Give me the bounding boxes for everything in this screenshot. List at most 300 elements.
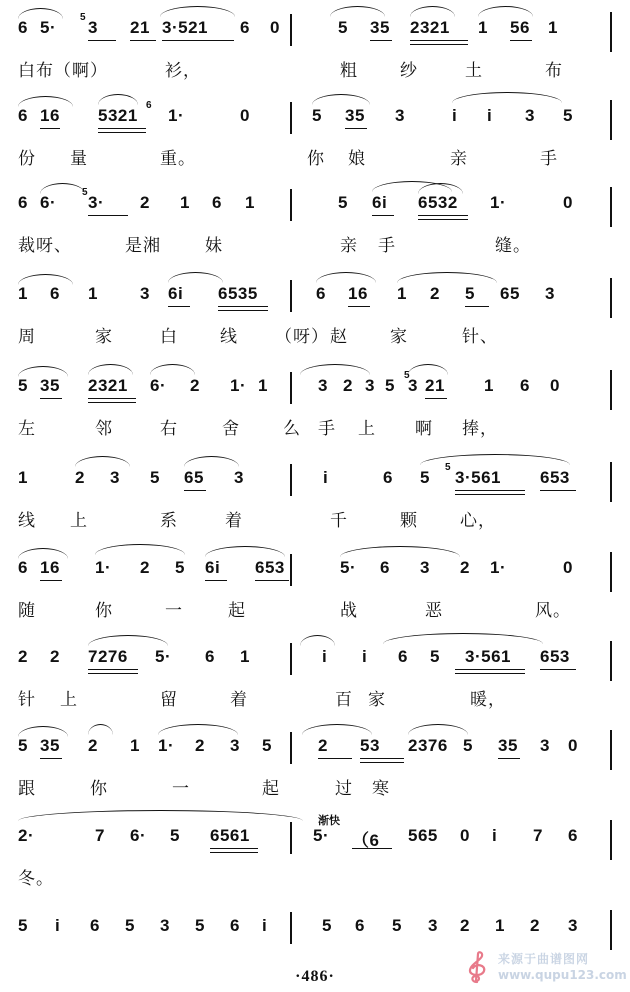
bar-line [290,912,292,944]
line-end-bar [610,12,612,52]
beam-underline [352,848,392,849]
jianpu-note: 6 [383,468,393,487]
bar-line [290,372,292,404]
score-line [0,12,630,92]
slur-mark [18,726,68,737]
jianpu-note: i [323,468,329,487]
score-line [0,552,630,632]
lyric-line [0,231,630,259]
jianpu-note: 1 [548,18,558,37]
jianpu-note: 2 [430,284,440,303]
jianpu-note: 6i [372,193,388,212]
jianpu-note: 6 [316,284,326,303]
lyric-word: 衫， [165,61,201,81]
jianpu-note: 5 [125,916,135,935]
slur-mark [408,724,468,735]
jianpu-note: 6532 [418,193,458,212]
lyric-word: 恶 [425,601,443,621]
beam-underline [540,490,576,491]
beam-underline [218,306,268,307]
grace-note: 6 [146,100,152,111]
page-number: ·486· [295,968,335,985]
beam-underline [88,402,136,403]
jianpu-note: （6 [352,831,380,850]
jianpu-note: 2321 [88,376,128,395]
jianpu-note: 3 [545,284,555,303]
jianpu-note: 1 [88,284,98,303]
jianpu-note: 0 [563,193,573,212]
line-end-bar [610,278,612,318]
lyric-line [0,685,630,713]
beam-underline [510,40,532,41]
jianpu-note: 2 [195,736,205,755]
jianpu-note: 5 [420,468,430,487]
slur-mark [158,724,238,735]
slur-mark [18,274,73,285]
lyric-word: 心， [460,511,496,531]
jianpu-note: 0 [270,18,280,37]
jianpu-note: 0 [460,826,470,845]
jianpu-note: 5 [463,736,473,755]
lyric-word: 赵 [330,327,348,347]
lyric-word: 娘 [348,149,366,169]
beam-underline [40,128,60,129]
lyric-word: 邻 [95,419,113,439]
jianpu-note: 2· [18,826,35,845]
bar-line [290,464,292,496]
jianpu-note: 3 [395,106,405,125]
lyric-word: 土 [465,61,483,81]
jianpu-note: 6· [40,193,57,212]
lyric-line [0,414,630,442]
slur-mark [160,6,235,17]
line-end-bar [610,552,612,592]
slur-mark [18,8,63,19]
grace-note: 5 [445,462,451,473]
lyric-word: 暖， [470,690,506,710]
jianpu-note: 2 [140,558,150,577]
score-line [0,278,630,358]
beam-underline [410,40,468,41]
jianpu-note: 56 [510,18,530,37]
notation-line [0,641,630,677]
slur-mark [300,364,370,375]
line-end-bar [610,187,612,227]
lyric-word: 上 [60,690,78,710]
beam-underline [455,494,525,495]
lyric-word: 家 [390,327,408,347]
score-line [0,730,630,810]
jianpu-note: 6561 [210,826,250,845]
score-line [0,641,630,721]
jianpu-note: 2321 [410,18,450,37]
jianpu-note: 0 [568,736,578,755]
jianpu-note: 3·561 [465,647,511,666]
jianpu-note: 6 [205,647,215,666]
lyric-word: 手 [540,149,558,169]
score-line [0,100,630,180]
slur-mark [18,810,303,821]
line-end-bar [610,462,612,502]
beam-underline [218,310,268,311]
jianpu-note: 6 [90,916,100,935]
lyric-word: 量 [70,149,88,169]
bar-line [290,280,292,312]
beam-underline [318,758,352,759]
lyric-word: 过 [335,779,353,799]
jianpu-note: 5 [430,647,440,666]
beam-underline [98,132,146,133]
slur-mark [18,96,73,107]
lyric-word: 右 [160,419,178,439]
jianpu-note: 6 [212,193,222,212]
lyric-word: 战 [340,601,358,621]
lyric-word: 线 [220,327,238,347]
jianpu-note: i [492,826,498,845]
jianpu-note: 6 [18,193,28,212]
score-line [0,370,630,450]
jianpu-note: 7 [533,826,543,845]
jianpu-note: 5· [155,647,172,666]
slur-mark [312,94,370,105]
jianpu-note: 3 [318,376,328,395]
lyric-word: 啊 [415,419,433,439]
jianpu-note: 5 [563,106,573,125]
lyric-word: 风。 [535,601,571,621]
beam-underline [40,398,62,399]
jianpu-note: 6 [568,826,578,845]
beam-underline [88,673,138,674]
notation-line [0,370,630,406]
jianpu-note: 1 [484,376,494,395]
beam-underline [255,580,289,581]
slur-mark [18,366,68,377]
jianpu-note: 3 [160,916,170,935]
lyric-word: 一 [165,601,183,621]
slur-mark [205,546,285,557]
jianpu-note: 5 [150,468,160,487]
jianpu-note: 53 [360,736,380,755]
beam-underline [540,669,576,670]
beam-underline [210,852,258,853]
jianpu-note: 1 [18,468,28,487]
jianpu-note: 2 [530,916,540,935]
lyric-word: 线 [18,511,36,531]
beam-underline [88,215,128,216]
slur-mark [88,364,133,375]
bar-line [290,189,292,221]
beam-underline [184,490,206,491]
lyric-word: 份 [18,149,36,169]
jianpu-note: 35 [370,18,390,37]
jianpu-note: 1· [490,558,507,577]
jianpu-note: 1· [490,193,507,212]
jianpu-note: 5 [262,736,272,755]
jianpu-note: 5 [338,193,348,212]
jianpu-note: 2 [460,558,470,577]
jianpu-note: 6 [355,916,365,935]
jianpu-note: 5 [18,736,28,755]
jianpu-note: i [362,647,368,666]
lyric-word: 妹 [205,236,223,256]
beam-underline [418,215,468,216]
lyric-word: 粗 [340,61,358,81]
jianpu-note: 6i [205,558,221,577]
jianpu-note: 1 [495,916,505,935]
jianpu-note: i [452,106,458,125]
jianpu-note: 1 [240,647,250,666]
jianpu-note: 21 [425,376,445,395]
slur-mark [330,6,385,17]
lyric-word: 舍 [222,419,240,439]
line-end-bar [610,910,612,950]
beam-underline [455,490,525,491]
line-end-bar [610,820,612,860]
jianpu-note: 3· [88,193,105,212]
jianpu-note: 3 [420,558,430,577]
lyric-line [0,774,630,802]
lyric-line [0,506,630,534]
jianpu-note: i [487,106,493,125]
slur-mark [88,635,168,646]
grace-note: 5 [404,370,410,381]
jianpu-note: 6· [150,376,167,395]
bar-line [290,822,292,854]
jianpu-note: 3·521 [162,18,208,37]
beam-underline [360,758,404,759]
jianpu-note: 6 [240,18,250,37]
jianpu-note: 6 [18,558,28,577]
score-line [0,462,630,542]
jianpu-note: 3 [408,376,418,395]
watermark-url: www.qupu123.com [498,968,627,982]
lyric-word: 布 [545,61,563,81]
jianpu-note: i [262,916,268,935]
jianpu-note: i [55,916,61,935]
jianpu-note: 1· [230,376,247,395]
lyric-word: 纱 [400,61,418,81]
jianpu-note: 5 [312,106,322,125]
jianpu-note: 5 [322,916,332,935]
score-line [0,814,630,900]
lyric-word: 么 [283,419,301,439]
beam-underline [418,219,468,220]
lyric-word: 跟 [18,779,36,799]
lyric-word: 寒 [372,779,390,799]
jianpu-note: 1 [245,193,255,212]
jianpu-note: 1 [397,284,407,303]
jianpu-note: 21 [130,18,150,37]
slur-mark [408,364,448,375]
beam-underline [40,758,62,759]
jianpu-note: 3 [568,916,578,935]
lyric-word: 针、 [462,327,498,347]
line-end-bar [610,641,612,681]
notation-line [0,278,630,314]
jianpu-note: 2 [190,376,200,395]
lyric-word: 针 [18,690,36,710]
jianpu-note: 2376 [408,736,448,755]
lyric-word: 白布（啊） [18,61,108,81]
treble-clef-icon [462,950,492,984]
jianpu-note: 6 [18,18,28,37]
jianpu-note: 3·561 [455,468,501,487]
jianpu-note: 16 [40,106,60,125]
lyric-word: 着 [225,511,243,531]
slur-mark [410,6,455,17]
jianpu-note: 6 [18,106,28,125]
jianpu-note: 2 [318,736,328,755]
jianpu-note: 2 [50,647,60,666]
lyric-word: 缝。 [495,236,531,256]
lyric-word: 系 [160,511,178,531]
jianpu-note: 5· [313,826,330,845]
jianpu-note: 2 [88,736,98,755]
notation-line [0,730,630,766]
jianpu-note: 0 [563,558,573,577]
beam-underline [40,580,62,581]
jianpu-note: 7276 [88,647,128,666]
beam-underline [370,40,392,41]
beam-underline [455,673,525,674]
jianpu-note: 5 [465,284,475,303]
jianpu-note: 65 [500,284,520,303]
jianpu-note: 653 [540,468,570,487]
watermark-text: 来源于曲谱图网 [498,952,590,966]
jianpu-note: 2 [75,468,85,487]
jianpu-note: 6 [520,376,530,395]
jianpu-note: 5 [195,916,205,935]
slur-mark [40,183,85,194]
watermark [462,948,627,988]
beam-underline [465,306,489,307]
slur-mark [383,633,543,644]
slur-mark [452,92,562,103]
slur-mark [95,544,185,555]
notation-line [0,187,630,223]
lyric-word: 留 [160,690,178,710]
slur-mark [420,454,570,465]
lyric-line [0,322,630,350]
jianpu-note: 2 [140,193,150,212]
lyric-word: 你 [90,779,108,799]
lyric-word: 你 [95,601,113,621]
slur-mark [18,548,68,559]
lyric-line [0,864,630,892]
jianpu-note: 3 [525,106,535,125]
beam-underline [88,669,138,670]
jianpu-note: 3 [110,468,120,487]
jianpu-note: 35 [40,376,60,395]
beam-underline [455,669,525,670]
lyric-word: 裁呀、 [18,236,72,256]
lyric-word: 手 [318,419,336,439]
slur-mark [478,6,533,17]
lyric-word: 一 [172,779,190,799]
jianpu-note: 5 [175,558,185,577]
jianpu-note: 6 [380,558,390,577]
slur-mark [184,456,239,467]
notation-line [0,552,630,588]
lyric-word: 亲 [450,149,468,169]
jianpu-note: 16 [348,284,368,303]
slur-mark [302,724,372,735]
jianpu-note: 1 [478,18,488,37]
beam-underline [88,40,116,41]
jianpu-note: 3 [365,376,375,395]
jianpu-note: 1 [130,736,140,755]
beam-underline [168,306,190,307]
jianpu-note: 16 [40,558,60,577]
beam-underline [162,40,234,41]
notation-line [0,100,630,136]
notation-line [0,12,630,48]
jianpu-note: 5321 [98,106,138,125]
lyric-word: 百 [335,690,353,710]
jianpu-note: 5· [340,558,357,577]
tempo-annotation: 渐快 [318,814,340,827]
jianpu-note: 5 [385,376,395,395]
bar-line [290,102,292,134]
lyric-word: 颗 [400,511,418,531]
lyric-line [0,56,630,84]
slur-mark [98,94,138,105]
beam-underline [372,215,394,216]
jianpu-note: 6 [50,284,60,303]
jianpu-note: 5 [18,376,28,395]
notation-line [0,910,630,946]
lyric-word: 起 [262,779,280,799]
slur-mark [88,724,113,735]
jianpu-note: 5 [18,916,28,935]
jianpu-note: 65 [184,468,204,487]
jianpu-note: 2 [343,376,353,395]
lyric-word: 周 [18,327,36,347]
lyric-word: 亲 [340,236,358,256]
jianpu-note: 1· [168,106,185,125]
grace-note: 5 [82,187,88,198]
jianpu-note: 3 [540,736,550,755]
bar-line [290,732,292,764]
jianpu-note: 653 [255,558,285,577]
slur-mark [300,635,335,646]
beam-underline [205,580,227,581]
jianpu-note: 6 [398,647,408,666]
slur-mark [168,272,223,283]
lyric-word: 随 [18,601,36,621]
line-end-bar [610,100,612,140]
jianpu-note: 3 [88,18,98,37]
jianpu-note: 0 [550,376,560,395]
lyric-word: （呀） [275,327,329,347]
jianpu-note: 3 [230,736,240,755]
jianpu-note: 0 [240,106,250,125]
lyric-word: 上 [70,511,88,531]
lyric-word: 你 [307,149,325,169]
line-end-bar [610,370,612,410]
lyric-word: 千 [330,511,348,531]
beam-underline [88,398,136,399]
beam-underline [498,758,520,759]
lyric-word: 着 [230,690,248,710]
jianpu-note: 565 [408,826,438,845]
jianpu-note: 6535 [218,284,258,303]
jianpu-note: 1 [180,193,190,212]
lyric-word: 家 [95,327,113,347]
jianpu-note: 6 [230,916,240,935]
lyric-word: 是湘 [125,236,161,256]
notation-line [0,820,630,856]
